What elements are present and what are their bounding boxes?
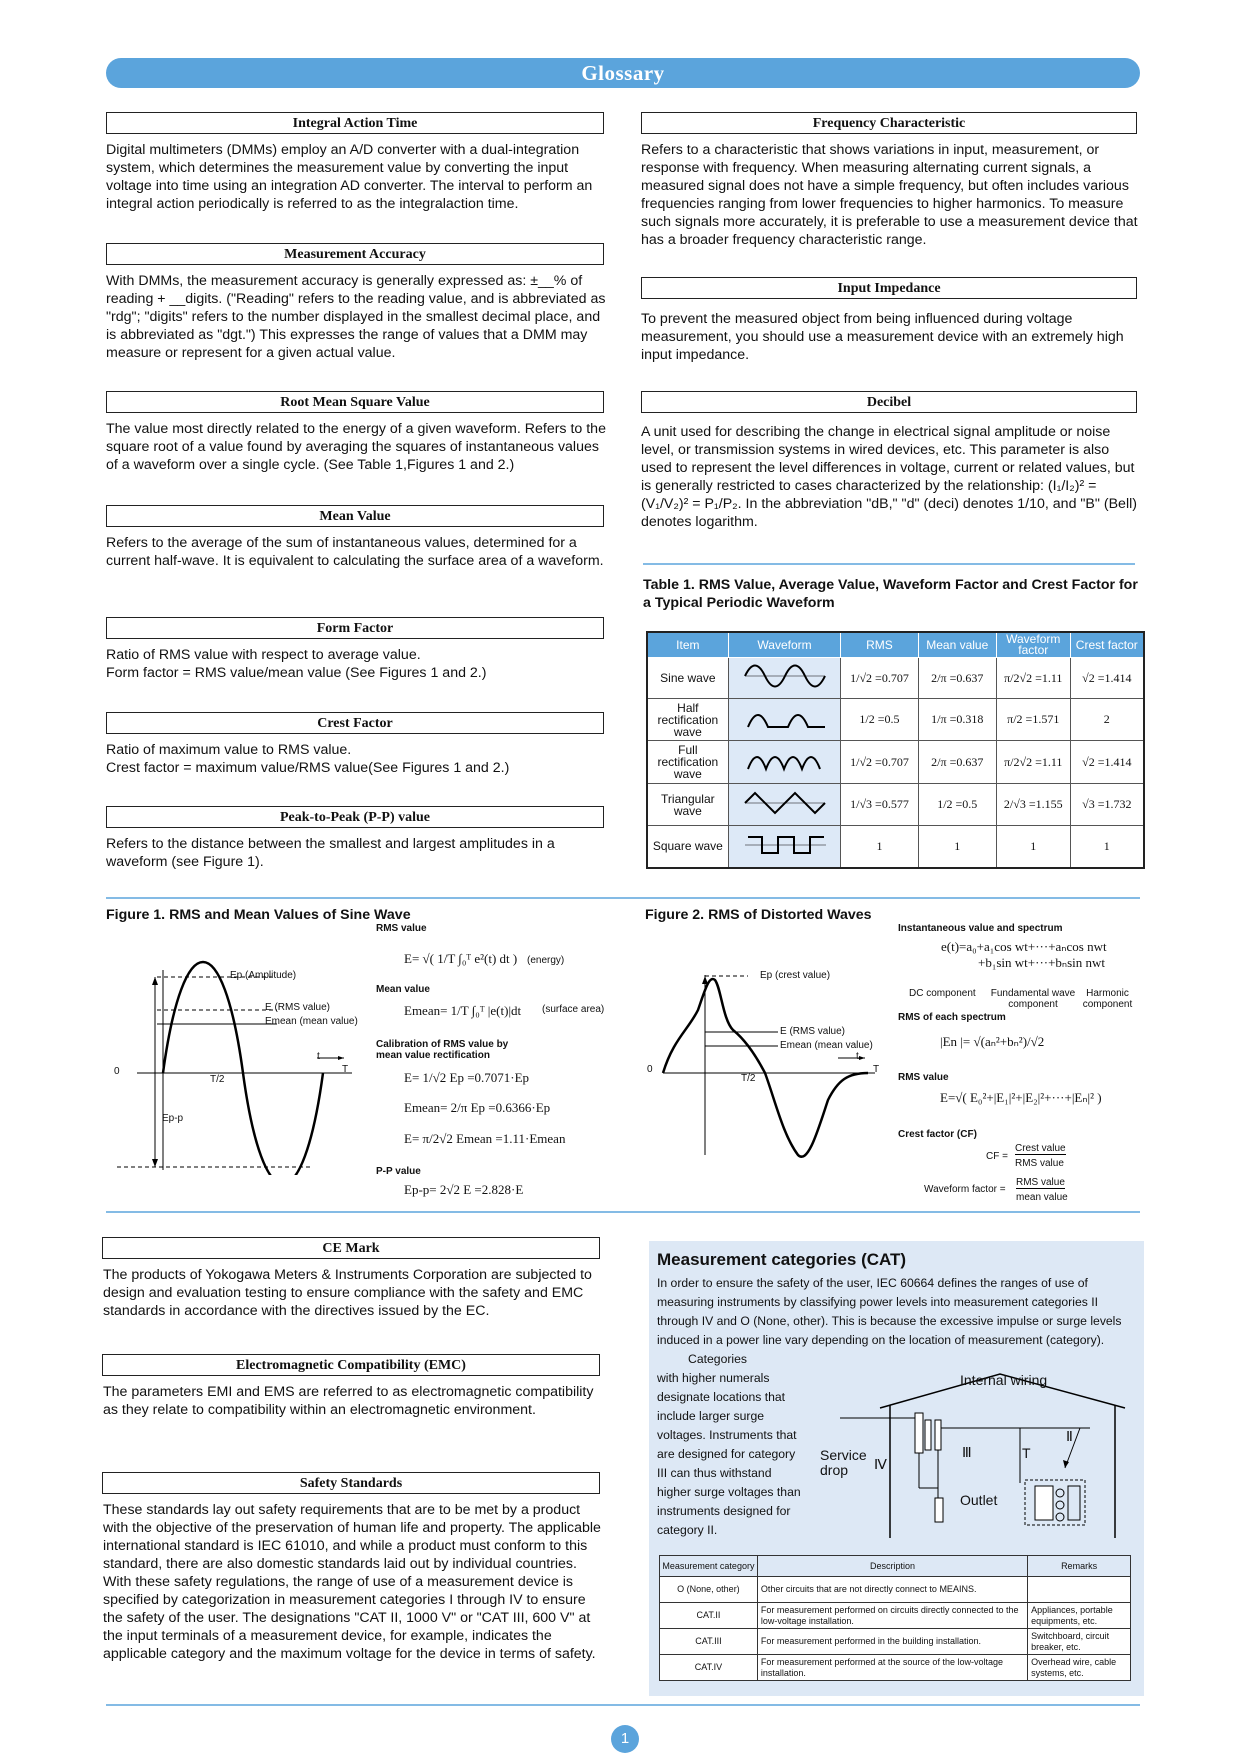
table-header-rms: RMS xyxy=(841,632,918,658)
house-wiring-diagram xyxy=(820,1368,1140,1543)
cat-cell-remarks: Appliances, portable equipments, etc. xyxy=(1028,1603,1131,1629)
divider xyxy=(106,1211,1140,1213)
fig1-label-e-rms: E (RMS value) xyxy=(265,1002,331,1013)
table-header-waveform: Waveform xyxy=(728,632,841,658)
section-body-form-factor: Ratio of RMS value with respect to average value. Form factor = RMS value/mean value (See Figures 1 and 2.) xyxy=(106,647,487,681)
table-header-crest-factor: Crest factor xyxy=(1070,632,1144,658)
cat-side-line: higher surge voltages than xyxy=(657,1485,801,1499)
fig1-calib-2: Emean= 2/π Ep =0.6366·Ep xyxy=(404,1100,551,1115)
fig2-wf-num: RMS value xyxy=(1016,1177,1065,1188)
cat-side-line: are designed for category xyxy=(657,1447,796,1461)
section-title-decibel: Decibel xyxy=(641,391,1137,413)
cat-header-description: Description xyxy=(757,1556,1027,1577)
fig1-mean-title: Mean value xyxy=(376,984,430,995)
figure1-title: Figure 1. RMS and Mean Values of Sine Wave xyxy=(106,907,411,923)
table-cell-cf: 2 xyxy=(1070,699,1144,741)
fig2-cf-lhs: CF = xyxy=(986,1151,1008,1162)
fig2-cf-title: Crest factor (CF) xyxy=(898,1129,977,1140)
cat-side-line: voltages. Instruments that xyxy=(657,1428,797,1442)
diagram-outlet: Outlet xyxy=(960,1492,998,1508)
table-header-item: Item xyxy=(647,632,728,658)
section-body-safety-standards: These standards lay out safety requirements that are to be met by a product with the objective of the preservation of human life and property. The applicable international standard is IEC 61010, and while a product must conform to this standard, there are also domestic standards laid out by individual countries. With these safety regulations, the range of use of a measurement device is specified by categorization in measurement categories I through IV to ensure the safety of the user. The designations "CAT II, 1000 V" or "CAT III, 600 V" at the input terminals of a measurement device, for example, indicates the applicable category and the maximum voltage for the device in terms of safety. xyxy=(103,1502,601,1662)
table-cell-cf: √2 =1.414 xyxy=(1070,658,1144,699)
fig2-spec-title: RMS of each spectrum xyxy=(898,1012,1006,1023)
section-title-safety-standards: Safety Standards xyxy=(102,1472,600,1494)
square-wave-icon xyxy=(728,826,841,868)
fig1-calib-title: Calibration of RMS value by mean value rectification xyxy=(376,1039,509,1061)
cat-cell-description: For measurement performed on circuits directly connected to the low-voltage installation. xyxy=(757,1603,1027,1629)
figure2-distorted-plot xyxy=(643,960,893,1175)
section-body-emc: The parameters EMI and EMS are referred to as electromagnetic compatibility as they relate to compatibility within an electromagnetic environment. xyxy=(103,1384,594,1418)
table-cell-mean: 2/π =0.637 xyxy=(918,741,996,784)
fig2-inst-line2: +b₁sin wt+···+bₙsin nwt xyxy=(978,955,1106,970)
fig1-label-epp: Ep-p xyxy=(162,1113,184,1124)
figure1-sine-plot xyxy=(112,960,367,1175)
fig1-mean-formula: Emean= 1/T ∫₀ᵀ |e(t)|dt xyxy=(404,1003,522,1018)
section-title-mean-value: Mean Value xyxy=(106,505,604,527)
cat-cell-category: CAT.II xyxy=(660,1603,758,1629)
rms-table xyxy=(646,631,1145,869)
fig1-label-emean: Emean (mean value) xyxy=(265,1016,358,1027)
fig1-label-t-half: T/2 xyxy=(210,1074,225,1085)
section-title-integral-action-time: Integral Action Time xyxy=(106,112,604,134)
fig2-wf-lhs: Waveform factor = xyxy=(924,1184,1006,1195)
table-header-waveform-factor: Waveform factor xyxy=(996,632,1070,658)
fig1-rms-title: RMS value xyxy=(376,923,427,934)
fig2-label-t-small: t xyxy=(856,1051,859,1062)
fig1-pp-formula: Ep-p= 2√2 E =2.828·E xyxy=(404,1182,524,1197)
cat-cell-category: CAT.III xyxy=(660,1629,758,1655)
cat-side-line: designate locations that xyxy=(657,1390,786,1404)
fig2-rms-title: RMS value xyxy=(898,1072,949,1083)
table-cell-mean: 1 xyxy=(918,826,996,868)
table1-title: Table 1. RMS Value, Average Value, Waveform Factor and Crest Factor for a Typical Periodic Waveform xyxy=(643,577,1138,611)
fig1-label-zero: 0 xyxy=(114,1066,120,1077)
fig1-label-t: T xyxy=(342,1064,349,1075)
table-cell-wf: π/2 =1.571 xyxy=(996,699,1070,741)
table-cell-wf: 1 xyxy=(996,826,1070,868)
table-cell-wf: π/2√2 =1.11 xyxy=(996,658,1070,699)
section-body-decibel: A unit used for describing the change in electrical signal amplitude or noise level, or transmission systems in wired devices, etc. This parameter is also used to represent the level differences in voltage, current or related values, but is generally restricted to cases characterized by the relationship: (I₁/I₂)² = (V₁/V₂)² = P₁/P₂. In the abbreviation "dB," "d" (deci) denotes 1/10, and "B" (Bell) denotes logarithm. xyxy=(641,424,1137,530)
cat-cell-remarks: Overhead wire, cable systems, etc. xyxy=(1028,1655,1131,1681)
figure2-title: Figure 2. RMS of Distorted Waves xyxy=(645,907,872,923)
diagram-cat3: Ⅲ xyxy=(962,1446,972,1461)
half-rectification-wave-icon xyxy=(728,699,841,741)
table-cell-mean: 1/2 =0.5 xyxy=(918,784,996,826)
fig1-label-ep: Ep (Amplitude) xyxy=(230,970,297,981)
fig2-label-ep: Ep (crest value) xyxy=(760,970,831,981)
table-cell-item: Sine wave xyxy=(647,658,728,699)
diagram-service-line2: drop xyxy=(820,1462,849,1478)
diagram-cat2: Ⅱ xyxy=(1066,1430,1073,1445)
table-cell-rms: 1/√3 =0.577 xyxy=(841,784,918,826)
cat-title: Measurement categories (CAT) xyxy=(657,1250,907,1269)
cat-intro: In order to ensure the safety of the user, IEC 60664 defines the ranges of use of measuring instruments by classifying power levels into measurement categories II through IV and O (None, other). This is because the excessive impulse or surge levels induced in a power line vary depending on the location of measurement (category). xyxy=(657,1276,1122,1347)
fig2-inst-line1: e(t)=a₀+a₁cos wt+···+aₙcos nwt xyxy=(941,939,1107,954)
fig2-fund: Fundamental wave component xyxy=(990,988,1076,1010)
fig2-inst-title: Instantaneous value and spectrum xyxy=(898,923,1063,934)
cat-side-line: instruments designed for xyxy=(657,1504,791,1518)
fig2-label-t-half: T/2 xyxy=(741,1073,756,1084)
diagram-internal-wiring: Internal wiring xyxy=(960,1372,1048,1388)
divider xyxy=(643,563,1135,565)
section-body-rms: The value most directly related to the energy of a given waveform. Refers to the square root of a value found by averaging the squares of instantaneous values of a waveform over a single cycle. (See Table 1,Figures 1 and 2.) xyxy=(106,421,606,473)
divider xyxy=(106,897,1140,899)
fig1-rms-formula: E= √( 1/T ∫₀ᵀ e²(t) dt ) xyxy=(404,951,518,966)
fig1-calib-1: E= 1/√2 Ep =0.7071·Ep xyxy=(404,1070,530,1085)
table-cell-rms: 1/√2 =0.707 xyxy=(841,741,918,784)
section-body-crest-factor: Ratio of maximum value to RMS value. Crest factor = maximum value/RMS value(See Figures 1 and 2.) xyxy=(106,742,510,776)
section-title-emc: Electromagnetic Compatibility (EMC) xyxy=(102,1354,600,1376)
section-body-ce-mark: The products of Yokogawa Meters & Instruments Corporation are subjected to design and evaluation testing to ensure compliance with the safety and EMC standards in accordance with the directives issued by the EC. xyxy=(103,1267,592,1319)
cat-side-text xyxy=(657,1350,817,1540)
cat-cell-remarks: Switchboard, circuit breaker, etc. xyxy=(1028,1629,1131,1655)
fig2-rms-formula: E=√( E₀²+|E₁|²+|E₂|²+···+|Eₙ|² ) xyxy=(940,1090,1102,1105)
cat-side-line: with higher numerals xyxy=(657,1371,770,1385)
section-body-measurement-accuracy: With DMMs, the measurement accuracy is generally expressed as: ±__% of reading + __digits. ("Reading" refers to the reading value, and is abbreviated as "rdg"; "digits" refers to the number displayed in the smallest decimal place, and is abbreviated as "dgt.") This expresses the range of values that a DMM may measure or represent for a given actual value. xyxy=(106,273,606,361)
fig1-pp-title: P-P value xyxy=(376,1166,421,1177)
fig1-label-t-small: t xyxy=(317,1051,320,1062)
divider xyxy=(106,1704,1140,1706)
table-cell-item: Square wave xyxy=(647,826,728,868)
table-cell-rms: 1/2 =0.5 xyxy=(841,699,918,741)
triangular-wave-icon xyxy=(728,784,841,826)
diagram-t: T xyxy=(1022,1445,1031,1461)
fig2-cf-num: Crest value xyxy=(1015,1143,1066,1154)
fig2-dc: DC component xyxy=(909,988,976,999)
cat-side-line: III can thus withstand xyxy=(657,1466,772,1480)
fig2-label-e-rms: E (RMS value) xyxy=(780,1026,846,1037)
page-title: Glossary xyxy=(106,58,1140,88)
section-body-input-impedance: To prevent the measured object from being influenced during voltage measurement, you should use a measurement device with an extremely high input impedance. xyxy=(641,311,1124,363)
cat-cell-description: Other circuits that are not directly connect to MEAINS. xyxy=(757,1577,1027,1603)
table-cell-wf: π/2√2 =1.11 xyxy=(996,741,1070,784)
sine-wave-icon xyxy=(728,658,841,699)
section-title-form-factor: Form Factor xyxy=(106,617,604,639)
cat-cell-category: O (None, other) xyxy=(660,1577,758,1603)
table-cell-item: Triangular wave xyxy=(647,784,728,826)
cat-cell-description: For measurement performed in the building installation. xyxy=(757,1629,1027,1655)
cat-cell-description: For measurement performed at the source of the low-voltage installation. xyxy=(757,1655,1027,1681)
section-title-frequency-characteristic: Frequency Characteristic xyxy=(641,112,1137,134)
table-cell-item: Full rectification wave xyxy=(647,741,728,784)
fig2-cf-den: RMS value xyxy=(1015,1158,1064,1169)
section-title-peak-to-peak: Peak-to-Peak (P-P) value xyxy=(106,806,604,828)
table-cell-wf: 2/√3 =1.155 xyxy=(996,784,1070,826)
section-body-mean-value: Refers to the average of the sum of instantaneous values, determined for a current half-wave. It is equivalent to calculating the surface area of a waveform. xyxy=(106,535,604,569)
section-body-integral-action-time: Digital multimeters (DMMs) employ an A/D converter with a dual-integration system, which determines the measurement value by converting the input voltage into time using an integration AD converter. The interval to perform an integral action periodically is referred to as the integralaction time. xyxy=(106,142,593,212)
cat-header-category: Measurement category xyxy=(660,1556,758,1577)
table-cell-item: Half rectification wave xyxy=(647,699,728,741)
cat-cell-category: CAT.IV xyxy=(660,1655,758,1681)
fig2-label-emean: Emean (mean value) xyxy=(780,1040,873,1051)
table-cell-rms: 1/√2 =0.707 xyxy=(841,658,918,699)
diagram-cat4: Ⅳ xyxy=(874,1458,887,1473)
page-number: 1 xyxy=(611,1725,639,1753)
table-cell-mean: 1/π =0.318 xyxy=(918,699,996,741)
cat-side-line: category II. xyxy=(657,1523,718,1537)
section-title-input-impedance: Input Impedance xyxy=(641,277,1137,299)
table-cell-rms: 1 xyxy=(841,826,918,868)
fig1-rms-note: (energy) xyxy=(527,955,565,966)
section-title-ce-mark: CE Mark xyxy=(102,1237,600,1259)
section-body-peak-to-peak: Refers to the distance between the smallest and largest amplitudes in a waveform (see Figure 1). xyxy=(106,836,555,870)
fig2-label-zero: 0 xyxy=(647,1064,653,1075)
table-header-mean: Mean value xyxy=(918,632,996,658)
section-body-frequency-characteristic: Refers to a characteristic that shows variations in input, measurement, or response with frequency. When measuring alternating current signals, a measured signal does not have a simple frequency, but often includes various frequencies ranging from lower frequencies to higher harmonics. To measure such signals more accurately, it is preferable to use a measurement device that has a broader frequency characteristic range. xyxy=(641,142,1138,248)
fig1-mean-note: (surface area) xyxy=(542,1004,605,1015)
diagram-service-line1: Service xyxy=(820,1447,867,1463)
fig2-wf-den: mean value xyxy=(1016,1192,1068,1203)
diagram-service-drop xyxy=(820,1448,867,1478)
table-cell-mean: 2/π =0.637 xyxy=(918,658,996,699)
section-title-crest-factor: Crest Factor xyxy=(106,712,604,734)
fig2-harm: Harmonic component xyxy=(1082,988,1133,1010)
cat-header-remarks: Remarks xyxy=(1028,1556,1131,1577)
fig1-calib-3: E= π/2√2 Emean =1.11·Emean xyxy=(404,1131,566,1146)
cat-cell-remarks xyxy=(1028,1577,1131,1603)
fig2-spec-formula: |En |= √(aₙ²+bₙ²)/√2 xyxy=(940,1034,1045,1049)
measurement-category-table xyxy=(659,1555,1131,1681)
section-title-measurement-accuracy: Measurement Accuracy xyxy=(106,243,604,265)
table-cell-cf: √2 =1.414 xyxy=(1070,741,1144,784)
table-cell-cf: √3 =1.732 xyxy=(1070,784,1144,826)
full-rectification-wave-icon xyxy=(728,741,841,784)
cat-side-line: include larger surge xyxy=(657,1409,765,1423)
cat-side-line: Categories xyxy=(688,1352,747,1366)
section-title-rms: Root Mean Square Value xyxy=(106,391,604,413)
table-cell-cf: 1 xyxy=(1070,826,1144,868)
fig2-label-t: T xyxy=(873,1064,880,1075)
